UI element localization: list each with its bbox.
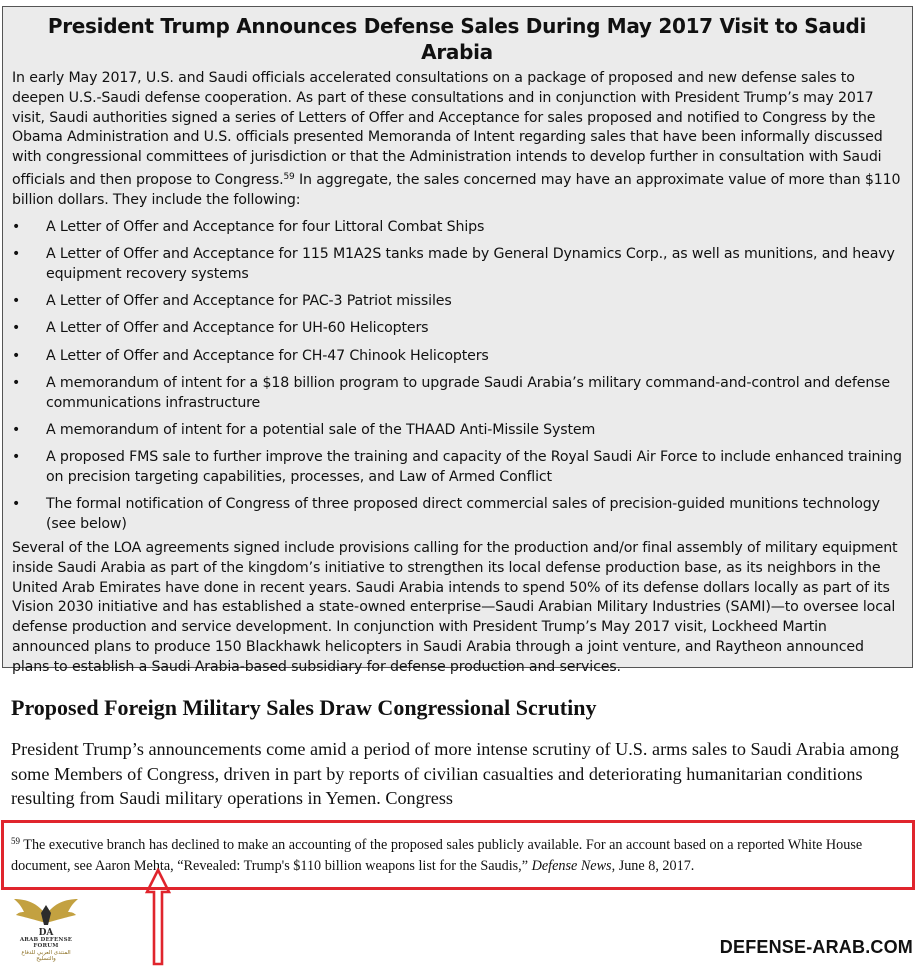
section-heading: Proposed Foreign Military Sales Draw Congressional Scrutiny: [11, 695, 597, 720]
textbox-title: President Trump Announces Defense Sales During May 2017 Visit to Saudi Arabia: [47, 14, 867, 64]
list-item-text: A Letter of Offer and Acceptance for PAC-3 Patriot missiles: [46, 292, 452, 309]
list-item: [12, 421, 902, 441]
bullet-icon: •: [12, 218, 21, 235]
list-item: [12, 292, 902, 312]
list-item-text: A Letter of Offer and Acceptance for CH-47 Chinook Helicopters: [46, 347, 489, 364]
list-item: [12, 319, 902, 339]
textbox-intro-paragraph: [12, 69, 902, 211]
logo-arabic-text: المنتدى العربي للدفاع والتسليح: [21, 950, 71, 962]
footnote-date: , June 8, 2017.: [611, 857, 695, 874]
bullet-icon: •: [12, 292, 21, 309]
list-item: [12, 374, 902, 414]
eagle-wings-icon: [12, 893, 80, 937]
sidebar-textbox: [2, 6, 913, 675]
sales-bullet-list: [12, 218, 902, 535]
bullet-icon: •: [12, 449, 21, 466]
list-item-text: The formal notification of Congress of three proposed direct commercial sales of precision-guided munitions technology (see below): [46, 496, 880, 533]
list-item: [12, 495, 902, 535]
bullet-icon: •: [12, 421, 21, 438]
footnote-source: Defense News: [531, 857, 612, 874]
up-arrow-icon: [145, 868, 171, 966]
bullet-icon: •: [12, 374, 21, 391]
logo-title: ARAB DEFENSE FORUM: [19, 937, 73, 949]
list-item-text: A memorandum of intent for a potential sale of the THAAD Anti-Missile System: [46, 421, 596, 438]
list-item: [12, 218, 902, 238]
textbox-closing-paragraph: Several of the LOA agreements signed include provisions calling for the production and/or final assembly of military equipment inside Saudi Arabia as part of the kingdom’s initiative to strengthen its local defense production base, as its neighbors in the United Arab Emirates have done in recent years. Saudi Arabia intends to spend 50% of its defense dollars locally as part of its Vision 2030 initiative and has established a state-owned enterprise—Saudi Arabian Military Industries (SAMI)—to oversee local defense production and service development. In conjunction with President Trump’s May 2017 visit, Lockheed Martin announced plans to produce 150 Blackhawk helicopters in Saudi Arabia through a joint venture, and Raytheon announced plans to establish a Saudi Arabia-based subsidiary for defense production and services.: [12, 539, 898, 675]
site-watermark: DEFENSE-ARAB.COM: [719, 937, 913, 957]
footnote-reference[interactable]: 59: [283, 171, 295, 182]
footnote-number: 59: [11, 836, 20, 846]
list-item-text: A Letter of Offer and Acceptance for UH-60 Helicopters: [46, 320, 429, 337]
bullet-icon: •: [12, 496, 21, 513]
list-item-text: A memorandum of intent for a $18 billion program to upgrade Saudi Arabia’s military command-and-control and defense communications infrastructure: [46, 374, 890, 411]
intro-text: In early May 2017, U.S. and Saudi officials accelerated consultations on a package of proposed and new defense sales to deepen U.S.-Saudi defense cooperation. As part of these consultations and in conjunction with President Trump’s may 2017 visit, Saudi authorities signed a series of Letters of Offer and Acceptance for sales proposed and notified to Congress by the Obama Administration and U.S. officials presented Memoranda of Intent regarding sales that have been informally discussed with congressional committees of jurisdiction or that the Administration intends to develop further in consultation with Saudi officials and then propose to Congress.: [12, 70, 883, 188]
list-item: [12, 347, 902, 367]
bullet-icon: •: [12, 320, 21, 337]
footnote-text: The executive branch has declined to make an accounting of the proposed sales publicly available. For an account based on a reported White House document, see Aaron Mehta, “Revealed: Trump's $110 billion weapons list for the Saudis,”: [11, 837, 863, 874]
arab-defense-forum-logo: [12, 893, 80, 962]
body-paragraph: President Trump’s announcements come amid a period of more intense scrutiny of U.S. arms sales to Saudi Arabia among some Members of Congress, driven in part by reports of civilian casualties and deteriorating humanitarian conditions resulting from Saudi military operations in Yemen. Congress: [11, 739, 899, 808]
bullet-icon: •: [12, 347, 21, 364]
logo-mark: DA: [38, 928, 54, 937]
list-item: [12, 448, 902, 488]
list-item-text: A Letter of Offer and Acceptance for 115 M1A2S tanks made by General Dynamics Corp., as well as munitions, and heavy equipment recovery systems: [46, 245, 895, 282]
intro-text-continued: In aggregate, the sales concerned may have an approximate value of more than $110 billion dollars. They include the following:: [12, 171, 901, 208]
list-item-text: A proposed FMS sale to further improve the training and capacity of the Royal Saudi Air Force to include enhanced training on precision targeting capabilities, processes, and Law of Armed Conflict: [46, 449, 902, 486]
list-item-text: A Letter of Offer and Acceptance for four Littoral Combat Ships: [46, 218, 485, 235]
list-item: [12, 245, 902, 285]
bullet-icon: •: [12, 245, 21, 262]
